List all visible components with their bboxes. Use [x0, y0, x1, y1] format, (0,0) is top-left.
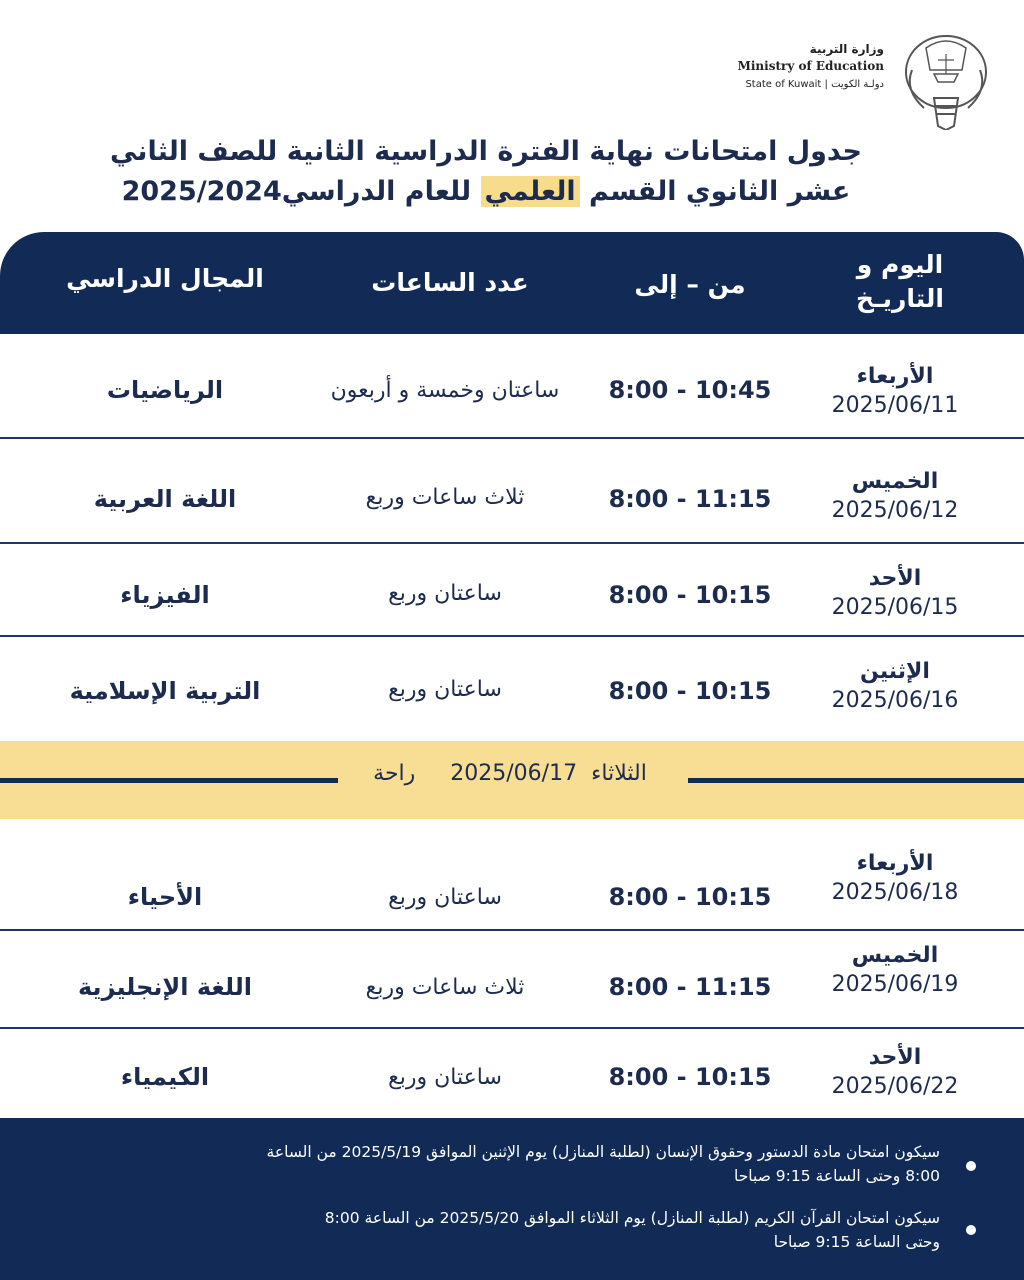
day-name: الإثنين — [860, 659, 930, 684]
subject-cell: الفيزياء — [120, 581, 210, 609]
day-name: الخميس — [851, 469, 939, 494]
rest-day-date: 2025/06/17 — [450, 761, 578, 786]
day-name: الأحد — [868, 566, 922, 591]
day-date: 2025/06/22 — [831, 1074, 959, 1099]
time-cell: 8:00 - 10:15 — [608, 1063, 772, 1091]
note-line: 8:00 وحتى الساعة 9:15 صباحا — [733, 1167, 940, 1185]
time-cell: 8:00 - 10:45 — [608, 376, 772, 404]
time-cell: 8:00 - 11:15 — [608, 485, 772, 513]
header-time: من – إلى — [634, 270, 746, 299]
day-cell — [800, 659, 990, 713]
note-item — [60, 1140, 940, 1188]
ministry-name-ar: وزارة التربية — [809, 42, 884, 56]
day-cell — [800, 851, 990, 905]
kuwait-emblem-icon — [898, 30, 994, 130]
header-day-date: اليوم و التاريـخ — [856, 250, 944, 313]
rest-day-text — [340, 761, 680, 786]
header-subject: المجال الدراسي — [66, 264, 264, 293]
title-line-2-start: عشر الثانوي القسم — [579, 176, 851, 207]
note-item — [60, 1206, 940, 1254]
day-cell — [800, 1045, 990, 1099]
subject-cell: الرياضيات — [106, 376, 224, 404]
rest-day-label: راحة — [373, 761, 416, 786]
table-row — [0, 544, 1024, 637]
day-date: 2025/06/16 — [831, 688, 959, 713]
day-date: 2025/06/12 — [831, 498, 959, 523]
title-line-2 — [60, 172, 912, 212]
day-date: 2025/06/19 — [831, 972, 959, 997]
title-line-1: جدول امتحانات نهاية الفترة الدراسية الثانية للصف الثاني — [109, 136, 862, 167]
subject-cell: اللغة الإنجليزية — [78, 973, 252, 1001]
rest-day-band — [0, 741, 1024, 819]
state-name-ar: دولـة الكويت — [831, 79, 884, 90]
hours-cell: ساعتان وخمسة و أربعون — [330, 378, 560, 403]
day-date: 2025/06/18 — [831, 880, 959, 905]
day-name: الأحد — [868, 1045, 922, 1070]
band-divider-left — [0, 778, 338, 783]
day-cell — [800, 469, 990, 523]
page-header — [694, 30, 994, 130]
title-highlight: العلمي — [481, 176, 580, 207]
hours-cell: ساعتان وربع — [388, 677, 502, 702]
note-bullet-icon — [966, 1161, 976, 1171]
subject-cell: التربية الإسلامية — [69, 677, 261, 705]
hours-cell: ساعتان وربع — [388, 885, 502, 910]
day-date: 2025/06/15 — [831, 595, 959, 620]
table-row — [0, 821, 1024, 931]
state-line — [738, 79, 884, 90]
ministry-block — [738, 42, 884, 90]
time-cell: 8:00 - 10:15 — [608, 581, 772, 609]
note-bullet-icon — [966, 1225, 976, 1235]
ministry-name-en: Ministry of Education — [737, 59, 884, 73]
table-row — [0, 439, 1024, 544]
hours-cell: ساعتان وربع — [388, 1065, 502, 1090]
day-date: 2025/06/11 — [831, 393, 959, 418]
table-row — [0, 334, 1024, 439]
note-line: سيكون امتحان القرآن الكريم (لطلبة المنازل) يوم الثلاثاء الموافق 2025/5/20 من الساعة 8:00 — [324, 1209, 940, 1227]
hours-cell: ثلاث ساعات وربع — [365, 485, 525, 510]
note-line: وحتى الساعة 9:15 صباحا — [773, 1233, 940, 1251]
time-cell: 8:00 - 11:15 — [608, 973, 772, 1001]
table-header — [0, 232, 1024, 334]
subject-cell: اللغة العربية — [93, 485, 237, 513]
day-name: الأربعاء — [856, 851, 934, 876]
day-name: الخميس — [851, 943, 939, 968]
state-separator: | — [824, 79, 832, 90]
title-line-2-end: للعام الدراسي2025/2024 — [121, 176, 481, 207]
hours-cell: ثلاث ساعات وربع — [365, 975, 525, 1000]
day-cell — [800, 566, 990, 620]
state-name-en: State of Kuwait — [745, 79, 822, 90]
table-row — [0, 637, 1024, 741]
hours-cell: ساعتان وربع — [388, 581, 502, 606]
band-divider-right — [688, 778, 1024, 783]
table-row — [0, 1029, 1024, 1118]
day-cell — [800, 943, 990, 997]
rest-day-name: الثلاثاء — [591, 761, 647, 786]
day-name: الأربعاء — [856, 364, 934, 389]
table-row — [0, 931, 1024, 1029]
day-cell — [800, 364, 990, 418]
time-cell: 8:00 - 10:15 — [608, 677, 772, 705]
subject-cell: الأحياء — [127, 883, 203, 911]
header-hours: عدد الساعات — [371, 268, 529, 297]
time-cell: 8:00 - 10:15 — [608, 883, 772, 911]
subject-cell: الكيمياء — [120, 1063, 210, 1091]
note-line: سيكون امتحان مادة الدستور وحقوق الإنسان (لطلبة المنازل) يوم الإثنين الموافق 2025/5/19 من الساعة — [266, 1143, 940, 1161]
page-title — [60, 132, 912, 212]
notes-footer — [0, 1118, 1024, 1280]
